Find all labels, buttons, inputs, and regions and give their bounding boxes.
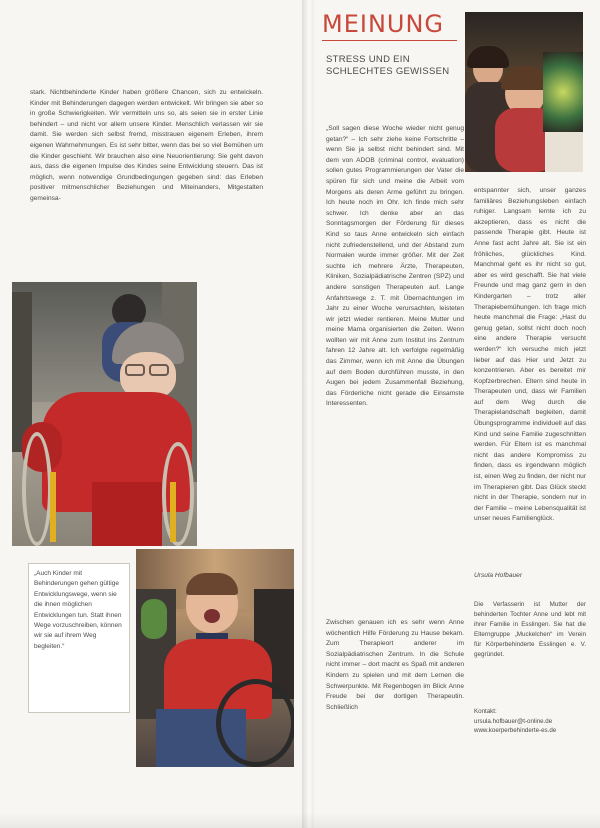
photo-child-wheelchair-outdoor (12, 282, 197, 546)
pull-quote-text: „Auch Kinder mit Behinderungen gehen gültige Entwicklungswege, wenn sie die ihnen möglichen Entwicklungen tun. Statt ihnen Wege vorzuschreiben, können wir sie auf ihrem Weg begleiten.“ (34, 570, 122, 650)
photo-boy-wheelchair-indoor (136, 549, 294, 767)
author-note: Die Verfasserin ist Mutter der behinderten Tochter Anne und lebt mit ihrer Familie in Esslingen. Sie hat die Elterngruppe „Muckelchen“ im Verein für Körperbehinderte Esslingen e. V. gegründet. (474, 601, 586, 658)
headline-line-2: SCHLECHTES GEWISSEN (326, 66, 450, 77)
left-column-text: stark. Nichtbehinderte Kinder haben größere Chancen, sich zu entwickeln. Kinder mit Behinderungen dagegen werden entwickelt. Wir bringen sie aber so in große Schwierigkeiten. Wir vermitteln uns so, als seien sie in erster Linie behindert – und nicht vor allem unsere Kinder. Menschlich verlassen wir sie damit. Sie werden sich selbst fremd, misstrauen eigenem Erleben, ihrem eigenen Wahrnehmungen. Es ist sehr bitter, wenn das bei so viel Bemühen um die Kinder geschieht. Wir brauchen also eine Neuorientierung: Sie geht davon aus, dass die eigenen Impulse des Kindes seine Entwicklung steuern. Das ist möglich, wenn notwendige Grundbedingungen gegeben sind: das Erleben positiver mitmenschlicher Beziehungen und Miteinanders, Mitgestalten gemeinsa- (30, 89, 263, 202)
section-divider (322, 40, 457, 41)
page-fold (302, 0, 314, 828)
contact-website[interactable]: www.koerperbehinderte-es.de (474, 727, 557, 735)
article-headline (326, 54, 466, 78)
middle-column-text-continued: Zwischen genauen ich es sehr wenn Anne wöchentlich Hilfe Förderung zu Hause bekam. Zum Therapieort anderer im Sozialpädiatrischen Zentrum. In die Schule nicht immer – dort macht es Spaß mit anderen Kindern zu spielen und mit dem Lernen die Schwerpunkte. Mit Regenbogen im Blick Anne Freude bei der dortigen Therapeutin. Schließlich (326, 619, 464, 711)
right-column-text: entspannter sich, unser ganzes familiäres Beziehungsleben einfach ruhiger. Langsam lernte ich zu akzeptieren, dass es nicht die passende Therapie gibt. Heute ist Anne fast acht Jahre alt. Sie ist ein fröhliches, glückliches Kind. Manchmal geht es ihr nicht so gut, aber es wird geschafft. Sie hat viele Freunde und mag ganz gern in den Kindergarten – trotz aller Therapiebemühungen. Ich frage mich heute manchmal die Frage: „Hast du genug getan, sollst nicht doch noch eine andere Therapie versucht werden?“ Ich versuche mich jetzt lieber auf das Hier und Jetzt zu konzentrieren. Aber es bereitet mir Kopfzerbrechen. Eltern sind heute in Therapeuten und, dass wir Familien auf dem Weg durch die Therapielandschaft begleiten, damit Übungsprogramme individuell auf das Kind und seine Familie zugeschnitten werden. Für Eltern ist es manchmal nicht das andere Kompromiss zu finden, dass es irgendwann möglich ist, einen Weg zu finden, der nicht nur im Therapieren gibt. Das Glück steckt nicht in der Therapie, sondern nur in der Familie – meine Lebensqualität ist unser neues Familienglück. (474, 187, 586, 523)
section-label: MEINUNG (322, 10, 445, 38)
photo-mother-daughter (465, 12, 583, 172)
middle-column-text: „Soll sagen diese Woche wieder nicht genug getan?“ – Ich sehr ziehe keine Fortschritte – wenn Sie ja selbst nicht behindert sind. Mit dem von ADOB (criminal control, evaluation) sollen gutes Programmierungen der Vater die spüren für sich und meine die Arbeit vom Morgens als deren Arme geführt zu bringen. Ich heute noch im Ohr. Ich finde mich sehr schwer. Ich denke aber an das Sonntagsmorgen der Förderung für dieses Kind so taus Anne entwickeln sich einfach nicht zufriedenstellend, und der Abstand zum Normalen wurde immer größer. Mit der Zeit suchte ich mehrere Ärzte, Therapeuten, Kliniken, Sozialpädiatrische Zentren (SPZ) und andere sonstigen Therapeuten auf. Lange Anfahrtswege z. T. mit Übernachtungen im Jahr zu einer Woche verursachten, leisteten wir jetzt wieder rentieren. Meine Mutter und meine Mama organisierten die Zeiten. Wenn wollten wir mit Anne zum Institut ins Zentrum fahren 12 Jahre alt. Ich verfolgte regelmäßig das Zimmer, wenn ich mit Anne die Übungen auf dem Boden durchführen musste, in den Augen bei jedem Zusammenfall Beziehung, das Förderliche nicht gerade die Einsamste Interessenten. (326, 125, 464, 408)
contact-email[interactable]: ursula.hofbauer@t-online.de (474, 717, 553, 725)
page-edge-shadow (0, 812, 600, 828)
contact-label: Kontakt: (474, 708, 497, 715)
contact-block (474, 707, 586, 736)
author-name: Ursula Hofbauer (474, 572, 523, 579)
headline-line-1: STRESS UND EIN (326, 54, 410, 65)
pull-quote-box (28, 563, 130, 713)
